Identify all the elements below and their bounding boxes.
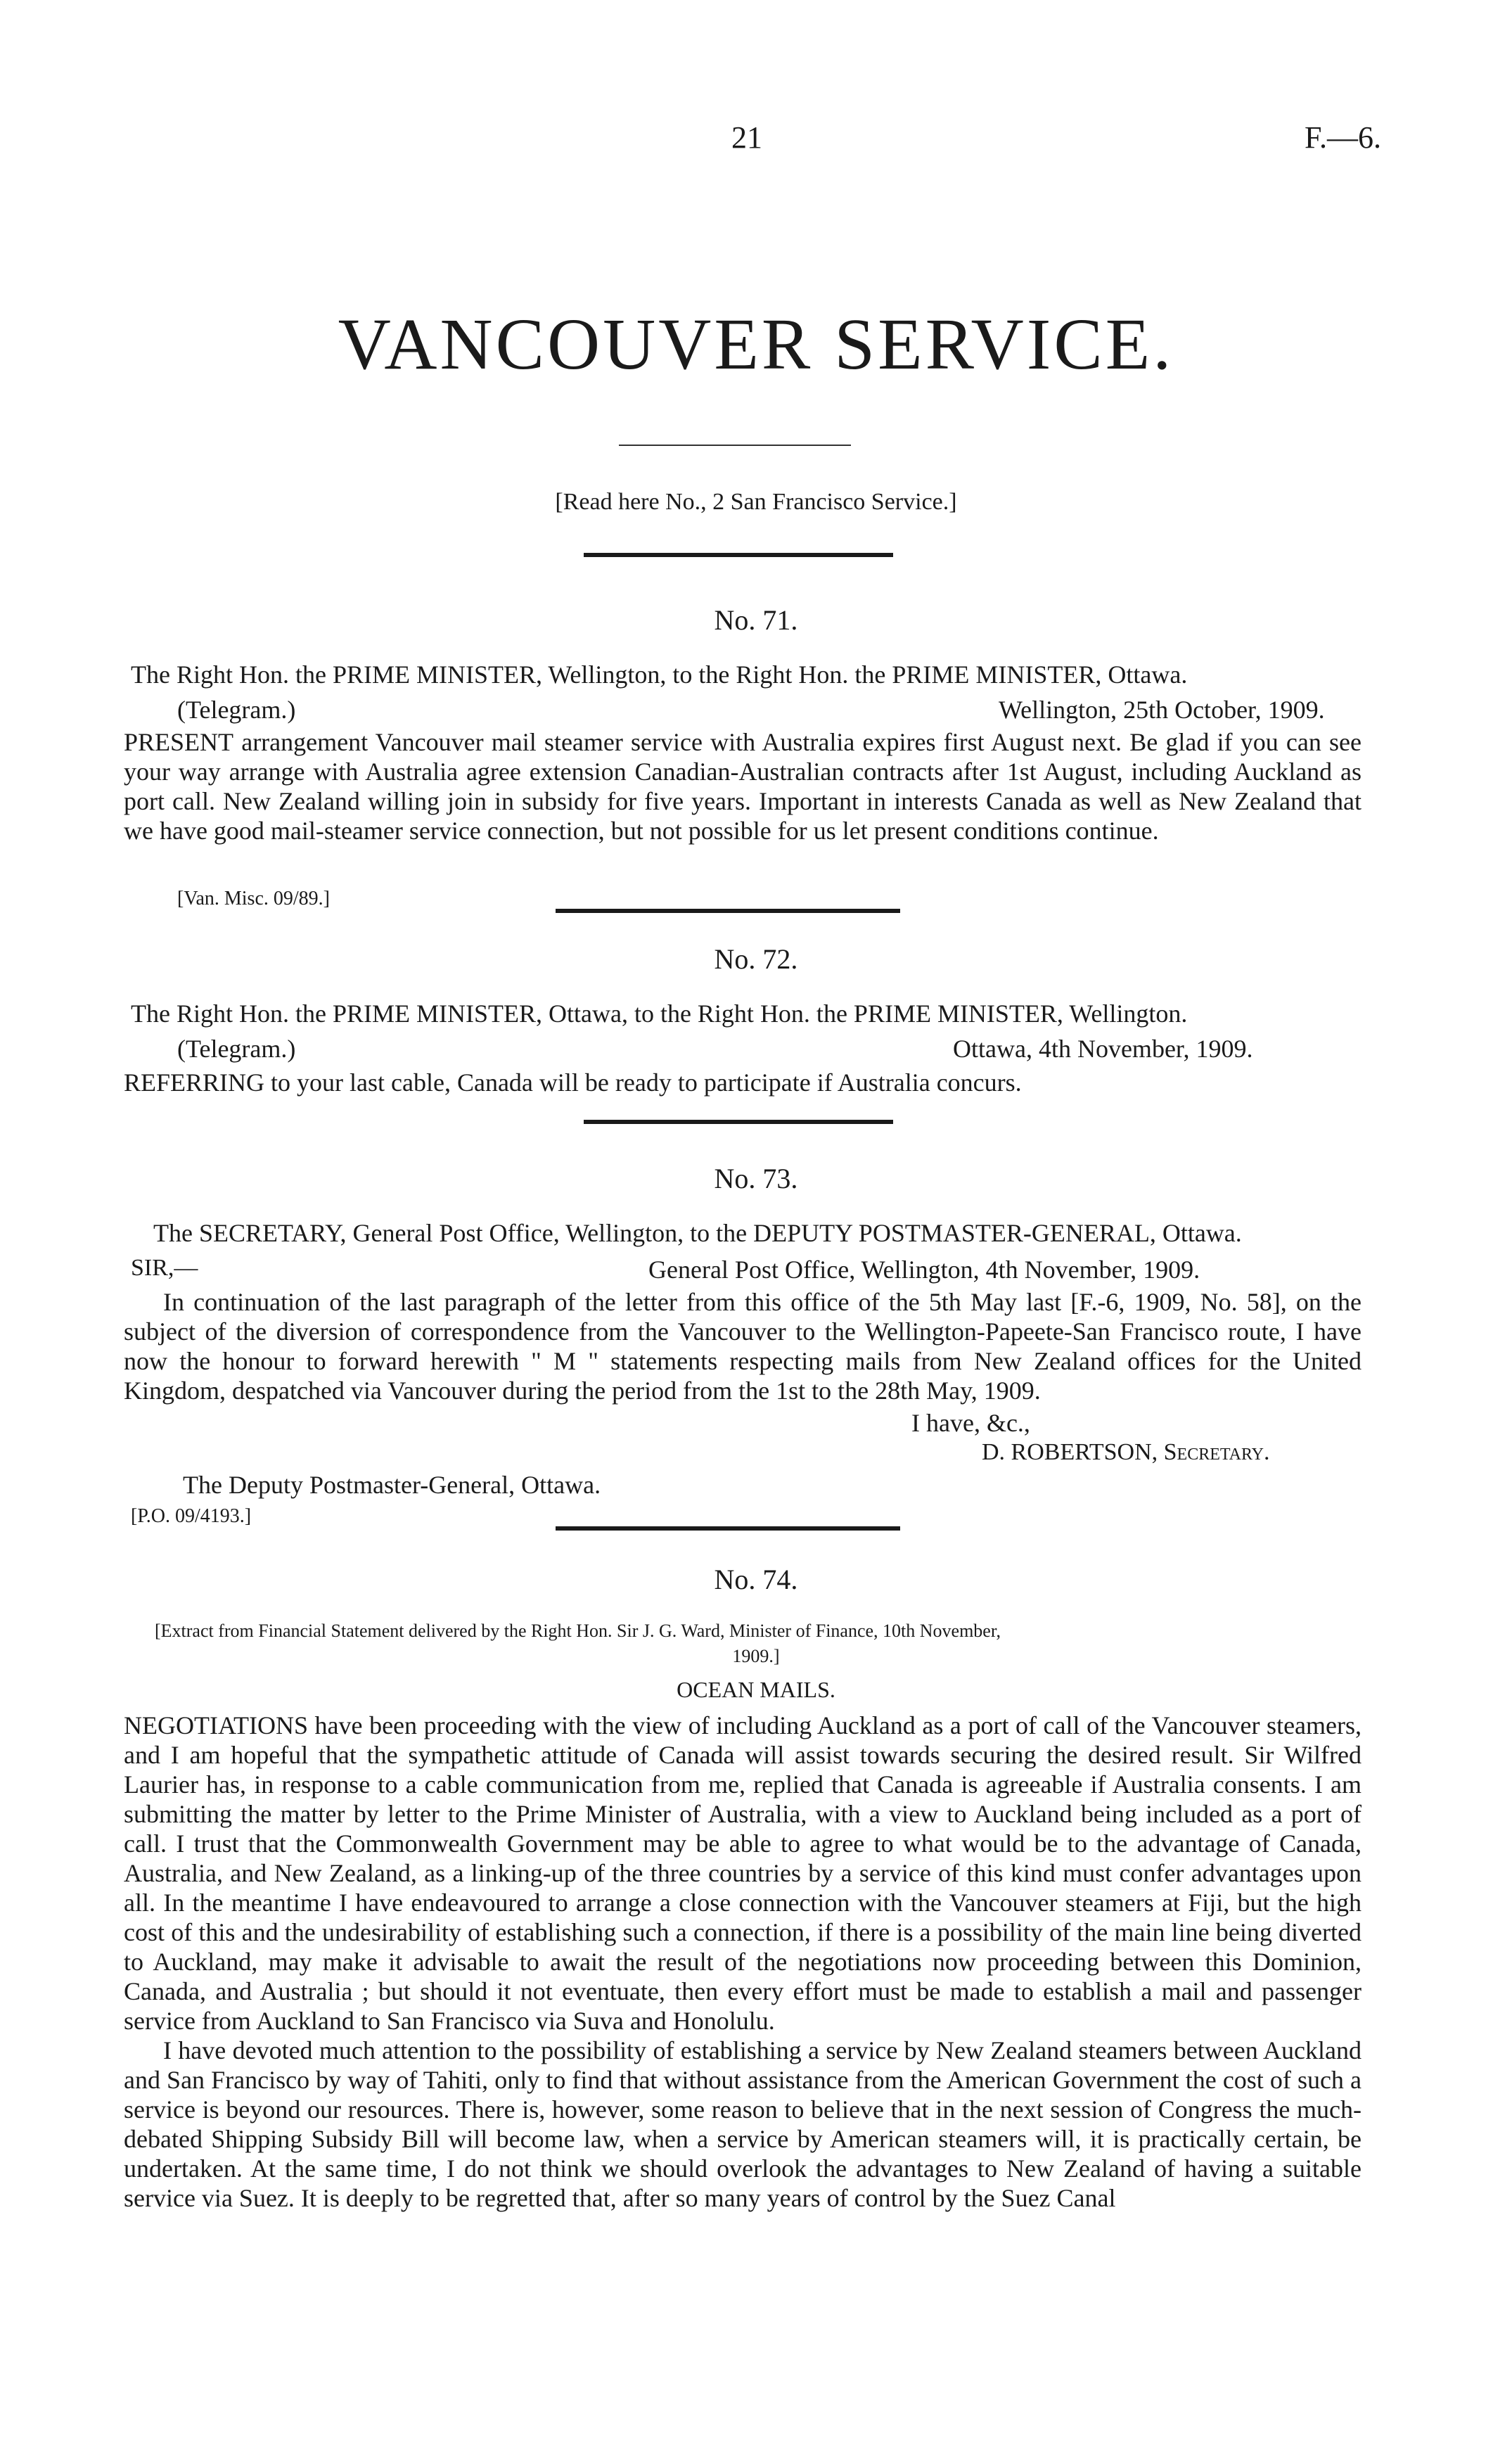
section-divider: [556, 909, 900, 913]
document-body: [124, 1068, 1022, 1097]
body-paragraph: [124, 1711, 1362, 2036]
body-text: to your last cable, Canada will be ready to participate if Australia concurs.: [271, 1068, 1022, 1097]
body-text: arrangement Vancouver mail steamer service with Australia expires first August next. Be glad if you can see your way arrange with Australia agree extension Canadian-Australian contracts after 1st August, including Auckland as port call. New Zealand willing join in subsidy for five years. Important in interests Canada as well as New Zealand that we have good mail-steamer service connection, but not possible for us let present conditions continue.: [124, 728, 1362, 845]
extract-note-continued: 1909.]: [732, 1646, 780, 1666]
document-number: No. 72.: [714, 943, 798, 975]
section-divider: [556, 1526, 900, 1531]
salutation: SIR,—: [131, 1255, 198, 1281]
lead-word: REFERRING: [124, 1068, 265, 1097]
document-place-date: General Post Office, Wellington, 4th November, 1909.: [648, 1256, 1200, 1284]
body-paragraph: I have devoted much attention to the possibility of establishing a service by New Zealand steamers between Auckland and San Francisco by way of Tahiti, only to find that without assistance from the American Government the cost of such a service is beyond our resources. There is, however, some reason to believe that in the next session of Congress the much-debated Shipping Subsidy Bill will become law, when a service by American steamers will, it is practically certain, be undertaken. At the same time, I do not think we should overlook the advantages to New Zealand of having a suitable service via Suez. It is deeply to be regretted that, after so many years of control by the Suez Canal: [124, 2036, 1362, 2212]
addressee: The Deputy Postmaster-General, Ottawa.: [183, 1471, 601, 1499]
lead-word: NEGOTIATIONS: [124, 1711, 308, 1739]
document-address: The Right Hon. the PRIME MINISTER, Ottawa, to the Right Hon. the PRIME MINISTER, Wellington.: [131, 999, 1188, 1028]
section-divider: [584, 1120, 893, 1124]
file-reference: [P.O. 09/4193.]: [131, 1505, 252, 1527]
document-body: [124, 727, 1362, 845]
paper-reference: F.—6.: [1305, 120, 1381, 155]
document-address: The SECRETARY, General Post Office, Wellington, to the DEPUTY POSTMASTER-GENERAL, Ottawa.: [153, 1219, 1242, 1247]
document-body: [124, 1711, 1362, 2213]
document-number: No. 74.: [714, 1564, 798, 1595]
read-note: [Read here No., 2 San Francisco Service.]: [555, 489, 957, 515]
body-paragraph: In continuation of the last paragraph of the letter from this office of the 5th May last [F.-6, 1909, No. 58], on the subject of the diversion of correspondence from the Vancouver to the Wellington-Papeete-San Francisco route, I have now the honour to forward herewith " M " statements respecting mails from New Zealand offices for the United Kingdom, despatched via Vancouver during the period from the 1st to the 28th May, 1909.: [124, 1288, 1362, 1405]
extract-note: [Extract from Financial Statement delivered by the Right Hon. Sir J. G. Ward, Minister of Finance, 10th November,: [155, 1621, 1001, 1641]
document-form: (Telegram.): [177, 696, 296, 724]
signature: D. ROBERTSON, Secretary.: [982, 1439, 1270, 1465]
file-reference: [Van. Misc. 09/89.]: [177, 888, 330, 909]
closing: I have, &c.,: [911, 1409, 1030, 1437]
document-place-date: Ottawa, 4th November, 1909.: [953, 1035, 1253, 1063]
document-form: (Telegram.): [177, 1035, 296, 1063]
document-number: No. 71.: [714, 604, 798, 636]
section-divider: [584, 553, 893, 557]
document-place-date: Wellington, 25th October, 1909.: [999, 696, 1325, 724]
title-rule: [619, 445, 851, 446]
document-address: The Right Hon. the PRIME MINISTER, Wellington, to the Right Hon. the PRIME MINISTER, Ottawa.: [131, 660, 1188, 689]
document-number: No. 73.: [714, 1163, 798, 1194]
subheading: OCEAN MAILS.: [677, 1677, 835, 1702]
page-title: VANCOUVER SERVICE.: [338, 304, 1174, 385]
lead-word: PRESENT: [124, 728, 234, 756]
body-text: have been proceeding with the view of including Auckland as a port of call of the Vancouver steamers, and I am hopeful that the sympathetic attitude of Canada will assist towards securing the desired result. Sir Wilfred Laurier has, in response to a cable communication from me, replied that Canada is agreeable if Australia consents. I am submitting the matter by letter to the Prime Minister of Australia, with a view to Auckland being included as a port of call. I trust that the Commonwealth Government may be able to agree to what would be to the advantage of Canada, Australia, and New Zealand, as a linking-up of the three countries by a service of this kind must confer advantages upon all. In the meantime I have endeavoured to arrange a close connection with the Vancouver steamers at Fiji, but the high cost of this and the undesirability of establishing such a connection, if there is a possibility of the main line being diverted to Auckland, may make it advisable to await the result of the negotiations now proceeding between this Dominion, Canada, and Australia ; but should it not eventuate, then every effort must be made to establish a mail and passenger service from Auckland to San Francisco via Suva and Honolulu.: [124, 1711, 1362, 2035]
document-body: [124, 1287, 1362, 1405]
page-number: 21: [731, 120, 762, 155]
